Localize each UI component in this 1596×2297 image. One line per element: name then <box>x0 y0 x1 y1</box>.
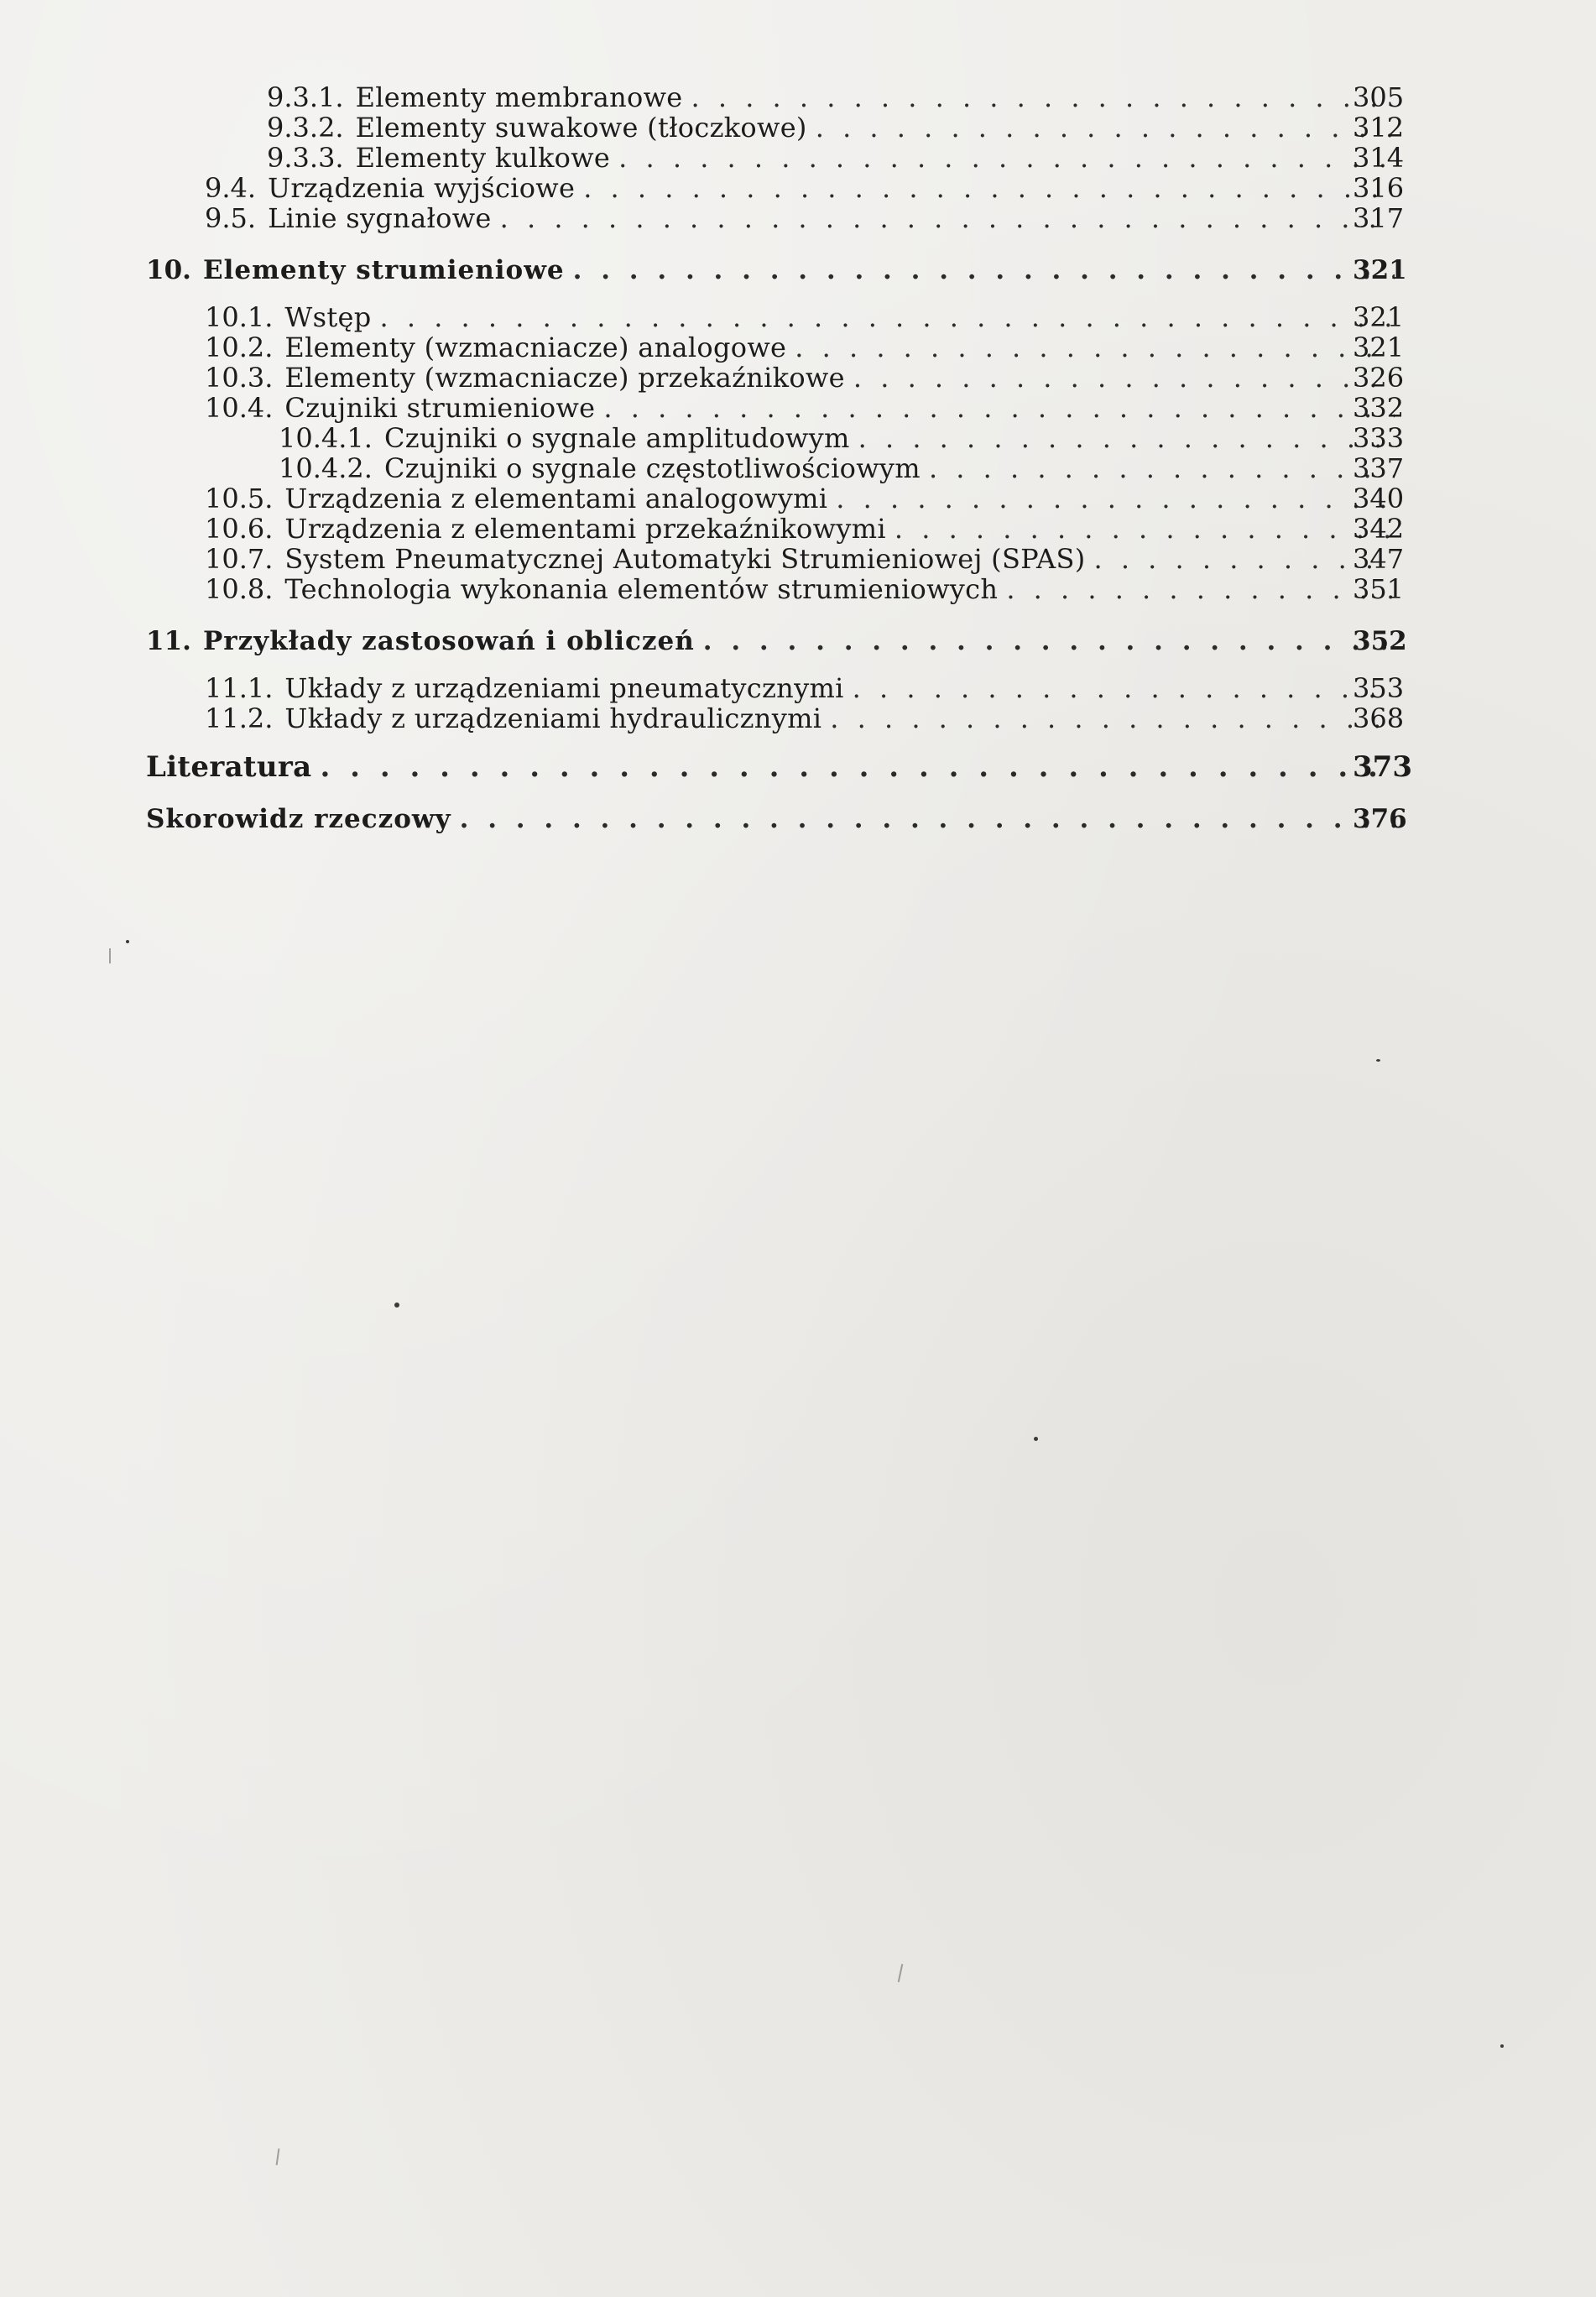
toc-entry-title: Przykłady zastosowań i obliczeń <box>202 626 695 656</box>
toc-entry-number: 10.4.2. <box>279 452 373 484</box>
toc-entry-page: 312 <box>1353 112 1405 144</box>
toc-entry-number: 9.3.2. <box>267 112 344 144</box>
toc-entry-title: Układy z urządzeniami pneumatycznymi <box>284 672 844 704</box>
toc-entry-number: 10.6. <box>205 513 274 545</box>
toc-entry-title: Układy z urządzeniami hydraulicznymi <box>284 702 822 734</box>
toc-entry-page: 314 <box>1353 142 1405 174</box>
toc-entry-title: Skorowidz rzeczowy <box>146 804 451 834</box>
toc-entry-page: 305 <box>1353 81 1405 113</box>
toc-leader-dots <box>380 302 1395 332</box>
toc-entry-title: Elementy (wzmacniacze) analogowe <box>284 331 787 363</box>
toc-leader-dots <box>894 514 1395 544</box>
toc-entry-number: 10.8. <box>205 573 274 605</box>
toc-entry-number: 9.4. <box>205 172 257 204</box>
toc-entry[interactable] <box>205 673 1403 703</box>
toc-entry-page: 326 <box>1353 362 1405 394</box>
toc-entry[interactable] <box>205 173 1403 203</box>
toc-entry-number: 10.3. <box>205 362 274 394</box>
toc-index-entry[interactable] <box>146 804 1407 834</box>
toc-entry-number: 9.3.3. <box>267 142 344 174</box>
paper-scratch <box>898 1964 904 1982</box>
toc-entry-page: 351 <box>1353 573 1405 605</box>
toc-entry-page: 333 <box>1353 422 1405 454</box>
toc-leader-dots <box>573 255 1395 285</box>
toc-entry-title: Elementy suwakowe (tłoczkowe) <box>355 112 807 144</box>
toc-leader-dots <box>320 752 1395 782</box>
toc-leader-dots <box>929 453 1395 483</box>
paper-scratch <box>109 948 111 963</box>
toc-leader-dots <box>618 143 1395 173</box>
toc-entry-number: 10.4.1. <box>279 422 373 454</box>
toc-entry-number: 10. <box>146 255 191 285</box>
toc-leader-dots <box>603 393 1395 423</box>
toc-entry-title: Czujniki o sygnale częstotliwościowym <box>383 452 921 484</box>
toc-entry[interactable] <box>205 332 1403 363</box>
toc-entry-number: 11.2. <box>205 702 274 734</box>
toc-entry[interactable] <box>205 574 1403 604</box>
toc-entry-title: Czujniki strumieniowe <box>284 392 596 424</box>
toc-entry-title: Wstęp <box>284 301 372 333</box>
toc-entry-page: 321 <box>1353 331 1405 363</box>
toc-leader-dots <box>836 483 1395 514</box>
toc-entry-title: System Pneumatycznej Automatyki Strumieniowej (SPAS) <box>284 543 1086 575</box>
toc-leader-dots <box>1093 544 1395 574</box>
toc-entry-number: 10.7. <box>205 543 274 575</box>
toc-entry-page: 376 <box>1353 804 1407 834</box>
toc-leader-dots <box>691 82 1395 112</box>
toc-leader-dots <box>853 673 1395 703</box>
toc-entry-number: 10.5. <box>205 483 274 514</box>
toc-chapter-entry[interactable] <box>146 626 1407 656</box>
toc-entry-number: 11. <box>146 626 191 656</box>
paper-speck <box>1500 2044 1504 2048</box>
toc-entry-number: 9.3.1. <box>267 81 344 113</box>
toc-leader-dots <box>703 626 1395 656</box>
toc-entry-page: 352 <box>1353 626 1407 656</box>
toc-entry-title: Literatura <box>146 750 312 784</box>
toc-leader-dots <box>816 112 1395 143</box>
toc-entry[interactable] <box>205 703 1403 733</box>
toc-entry-title: Urządzenia z elementami przekaźnikowymi <box>284 513 886 545</box>
toc-entry-page: 342 <box>1353 513 1405 545</box>
paper-speck <box>394 1303 399 1308</box>
toc-entry-page: 368 <box>1353 702 1405 734</box>
toc-entry-page: 340 <box>1353 483 1405 514</box>
toc-entry[interactable] <box>267 143 1403 173</box>
toc-entry-page: 321 <box>1353 301 1405 333</box>
toc-chapter-entry[interactable] <box>146 255 1407 285</box>
toc-entry[interactable] <box>205 514 1403 544</box>
toc-entry-page: 347 <box>1353 543 1405 575</box>
toc-entry-page: 316 <box>1353 172 1405 204</box>
toc-leader-dots <box>795 332 1395 363</box>
toc-entry-title: Czujniki o sygnale amplitudowym <box>383 422 850 454</box>
toc-entry-page: 353 <box>1353 672 1405 704</box>
toc-entry[interactable] <box>205 302 1403 332</box>
toc-entry-page: 321 <box>1353 255 1407 285</box>
toc-entry[interactable] <box>205 483 1403 514</box>
toc-leader-dots <box>853 363 1395 393</box>
toc-entry-title: Elementy strumieniowe <box>202 255 565 285</box>
toc-leader-dots <box>858 423 1395 453</box>
toc-entry[interactable] <box>267 82 1403 112</box>
paper-speck <box>126 940 129 943</box>
toc-entry[interactable] <box>205 544 1403 574</box>
toc-entry-title: Elementy kulkowe <box>355 142 611 174</box>
toc-leader-dots <box>500 203 1395 233</box>
toc-leader-dots <box>1006 574 1395 604</box>
toc-entry[interactable] <box>205 203 1403 233</box>
paper-speck <box>1034 1437 1038 1441</box>
toc-entry[interactable] <box>279 423 1403 453</box>
toc-entry[interactable] <box>279 453 1403 483</box>
table-of-contents <box>0 0 1596 881</box>
toc-entry-page: 332 <box>1353 392 1405 424</box>
toc-entry-number: 10.1. <box>205 301 274 333</box>
toc-entry-title: Urządzenia wyjściowe <box>268 172 576 204</box>
toc-entry-page: 317 <box>1353 202 1405 234</box>
toc-leader-dots <box>830 703 1395 733</box>
paper-speck <box>1376 1059 1380 1062</box>
toc-entry-number: 11.1. <box>205 672 274 704</box>
toc-entry-page: 373 <box>1353 750 1412 784</box>
toc-entry-title: Elementy membranowe <box>355 81 683 113</box>
toc-entry-page: 337 <box>1353 452 1405 484</box>
toc-entry[interactable] <box>267 112 1403 143</box>
toc-entry-title: Linie sygnałowe <box>268 202 492 234</box>
toc-entry-number: 9.5. <box>205 202 257 234</box>
paper-scratch <box>276 2148 280 2165</box>
toc-entry-title: Technologia wykonania elementów strumieniowych <box>284 573 999 605</box>
toc-entry-title: Elementy (wzmacniacze) przekaźnikowe <box>284 362 845 394</box>
toc-leader-dots <box>460 804 1395 834</box>
toc-entry[interactable] <box>205 363 1403 393</box>
toc-entry[interactable] <box>205 393 1403 423</box>
toc-leader-dots <box>583 173 1395 203</box>
toc-entry-number: 10.4. <box>205 392 274 424</box>
toc-entry-number: 10.2. <box>205 331 274 363</box>
toc-entry-title: Urządzenia z elementami analogowymi <box>284 483 828 514</box>
toc-literature-entry[interactable] <box>146 750 1412 784</box>
